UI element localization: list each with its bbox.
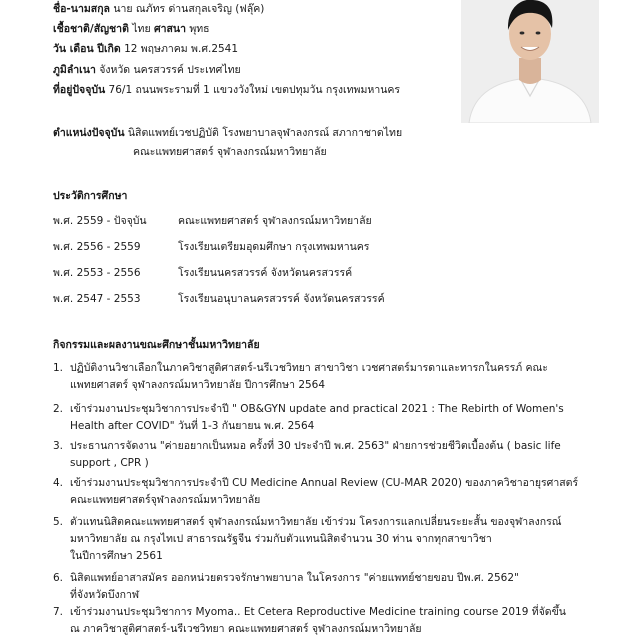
activity-number: 3. — [53, 440, 64, 452]
activity-line: ตัวแทนนิสิตคณะแพทยศาสตร์ จุฬาลงกรณ์มหาวิทยาลัย เข้าร่วม โครงการแลกเปลี่ยนระยะสั้น ของจุฬาลงกรณ์ — [70, 516, 562, 528]
activity-line: มหาวิทยาลัย ณ กรุงไทเป สาธารณรัฐจีน ร่วมกับตัวแทนนิสิตจำนวน 30 ท่าน จากทุกสาขาวิชา — [70, 533, 492, 545]
person-photo-icon — [461, 0, 599, 123]
position-value-line1: นิสิตแพทย์เวชปฏิบัติ โรงพยาบาลจุฬาลงกรณ์ สภากาชาดไทย — [127, 127, 403, 139]
activity-text — [70, 475, 613, 509]
activity-text — [70, 514, 613, 565]
activity-text — [70, 438, 613, 472]
birthdate-label: วัน เดือน ปีเกิด — [53, 43, 121, 55]
hometown-label: ภูมิลำเนา — [53, 64, 96, 76]
address-value: 76/1 ถนนพระรามที่ 1 แขวงวังใหม่ เขตปทุมวัน กรุงเทพมหานคร — [108, 84, 401, 96]
position-value-line2: คณะแพทยศาสตร์ จุฬาลงกรณ์มหาวิทยาลัย — [133, 146, 327, 158]
birthdate-value: 12 พฤษภาคม พ.ศ.2541 — [124, 43, 239, 55]
religion-label: ศาสนา — [153, 23, 186, 35]
education-period: พ.ศ. 2559 - ปัจจุบัน — [53, 215, 147, 227]
name-label: ชื่อ-นามสกุล — [53, 3, 110, 15]
education-school: โรงเรียนอนุบาลนครสวรรค์ จังหวัดนครสวรรค์ — [178, 293, 385, 305]
education-period: พ.ศ. 2556 - 2559 — [53, 241, 141, 253]
religion-value: พุทธ — [189, 23, 210, 35]
education-period: พ.ศ. 2553 - 2556 — [53, 267, 141, 279]
activity-text — [70, 360, 613, 394]
profile-photo — [461, 0, 599, 123]
activity-line: เข้าร่วมงานประชุมวิชาการประจำปี " OB&GYN update and practical 2021 : The Rebirth of Women's — [70, 403, 564, 415]
activity-number: 6. — [53, 572, 64, 584]
nationality-value: ไทย — [132, 23, 151, 35]
education-school: โรงเรียนเตรียมอุดมศึกษา กรุงเทพมหานคร — [178, 241, 370, 253]
nationality-line — [53, 22, 210, 36]
activities-title: กิจกรรมและผลงานขณะศึกษาชั้นมหาวิทยาลัย — [53, 339, 260, 351]
activity-number: 5. — [53, 516, 64, 528]
education-school: คณะแพทยศาสตร์ จุฬาลงกรณ์มหาวิทยาลัย — [178, 215, 372, 227]
activity-number: 7. — [53, 606, 64, 618]
activity-line: แพทยศาสตร์ จุฬาลงกรณ์มหาวิทยาลัย ปีการศึกษา 2564 — [70, 379, 326, 391]
activity-line: ปฏิบัติงานวิชาเลือกในภาควิชาสูติศาสตร์-นรีเวชวิทยา สาขาวิชา เวชศาสตร์มารดาและทารกในครรภ์ คณะ — [70, 362, 548, 374]
address-label: ที่อยู่ปัจจุบัน — [53, 84, 106, 96]
address-line — [53, 83, 400, 97]
hometown-value: จังหวัด นครสวรรค์ ประเทศไทย — [99, 64, 241, 76]
activity-line: คณะแพทยศาสตร์จุฬาลงกรณ์มหาวิทยาลัย — [70, 494, 261, 506]
name-value: นาย ณภัทร ด่านสกุลเจริญ (ฟลุ๊ค) — [113, 3, 265, 15]
activity-line: ประธานการจัดงาน "ค่ายอยากเป็นหมอ ครั้งที่ 30 ประจำปี พ.ศ. 2563" ฝ่ายการช่วยชีวิตเบื้องต้น ( basic life — [70, 440, 561, 452]
activity-text — [70, 604, 613, 638]
activity-line: ในปีการศึกษา 2561 — [70, 550, 163, 562]
position-line — [53, 126, 402, 140]
activity-number: 2. — [53, 403, 64, 415]
activity-text — [70, 570, 613, 604]
activity-number: 1. — [53, 362, 64, 374]
birthdate-line — [53, 42, 238, 56]
activity-line: นิสิตแพทย์อาสาสมัคร ออกหน่วยตรวจรักษาพยาบาล ในโครงการ "ค่ายแพทย์ชายขอบ ปีพ.ศ. 2562" — [70, 572, 519, 584]
activity-line: support , CPR ) — [70, 457, 149, 469]
education-school: โรงเรียนนครสวรรค์ จังหวัดนครสวรรค์ — [178, 267, 353, 279]
hometown-line — [53, 63, 241, 77]
education-period: พ.ศ. 2547 - 2553 — [53, 293, 141, 305]
education-title: ประวัติการศึกษา — [53, 190, 128, 202]
activity-line: ที่จังหวัดบึงกาฬ — [70, 589, 140, 601]
activity-number: 4. — [53, 477, 64, 489]
position-label: ตำแหน่งปัจจุบัน — [53, 127, 125, 139]
activity-line: Health after COVID" วันที่ 1-3 กันยายน พ.ศ. 2564 — [70, 420, 315, 432]
activity-line: เข้าร่วมงานประชุมวิชาการ Myoma.. Et Cetera Reproductive Medicine training course 2019 ที่จัดขึ้น — [70, 606, 566, 618]
activity-text — [70, 401, 613, 435]
nationality-label: เชื้อชาติ/สัญชาติ — [53, 23, 129, 35]
activity-line: เข้าร่วมงานประชุมวิชาการประจำปี CU Medicine Annual Review (CU-MAR 2020) ของภาควิชาอายุรศาสตร์ — [70, 477, 579, 489]
name-line — [53, 2, 264, 16]
activity-line: ณ ภาควิชาสูติศาสตร์-นรีเวชวิทยา คณะแพทยศาสตร์ จุฬาลงกรณ์มหาวิทยาลัย — [70, 623, 422, 635]
